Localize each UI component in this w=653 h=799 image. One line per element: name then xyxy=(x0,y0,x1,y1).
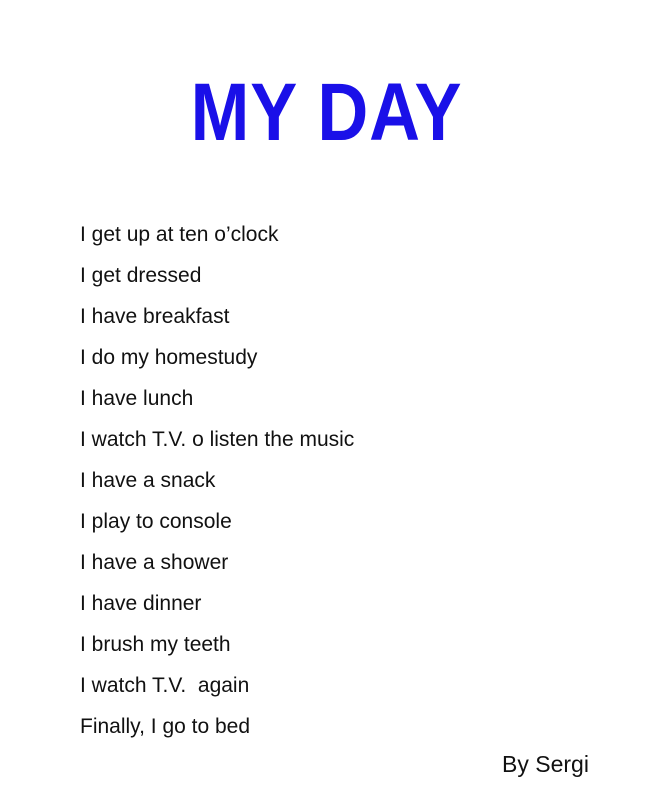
routine-line: I get up at ten o’clock xyxy=(80,223,279,246)
routine-line: I do my homestudy xyxy=(80,346,258,369)
routine-line: I have breakfast xyxy=(80,305,230,328)
routine-line: I watch T.V. again xyxy=(80,674,250,697)
document-title: MY DAY xyxy=(190,67,463,158)
routine-line: I have a snack xyxy=(80,469,216,492)
routine-line: I get dressed xyxy=(80,264,202,287)
routine-line: I have a shower xyxy=(80,551,229,574)
routine-line: I have dinner xyxy=(80,592,202,615)
daily-routine-list xyxy=(80,214,354,747)
routine-line: I brush my teeth xyxy=(80,633,231,656)
author-signature: By Sergi xyxy=(502,751,589,777)
routine-line: I have lunch xyxy=(80,387,194,410)
routine-line: Finally, I go to bed xyxy=(80,715,251,738)
routine-line: I watch T.V. o listen the music xyxy=(80,428,355,451)
routine-line: I play to console xyxy=(80,510,232,533)
